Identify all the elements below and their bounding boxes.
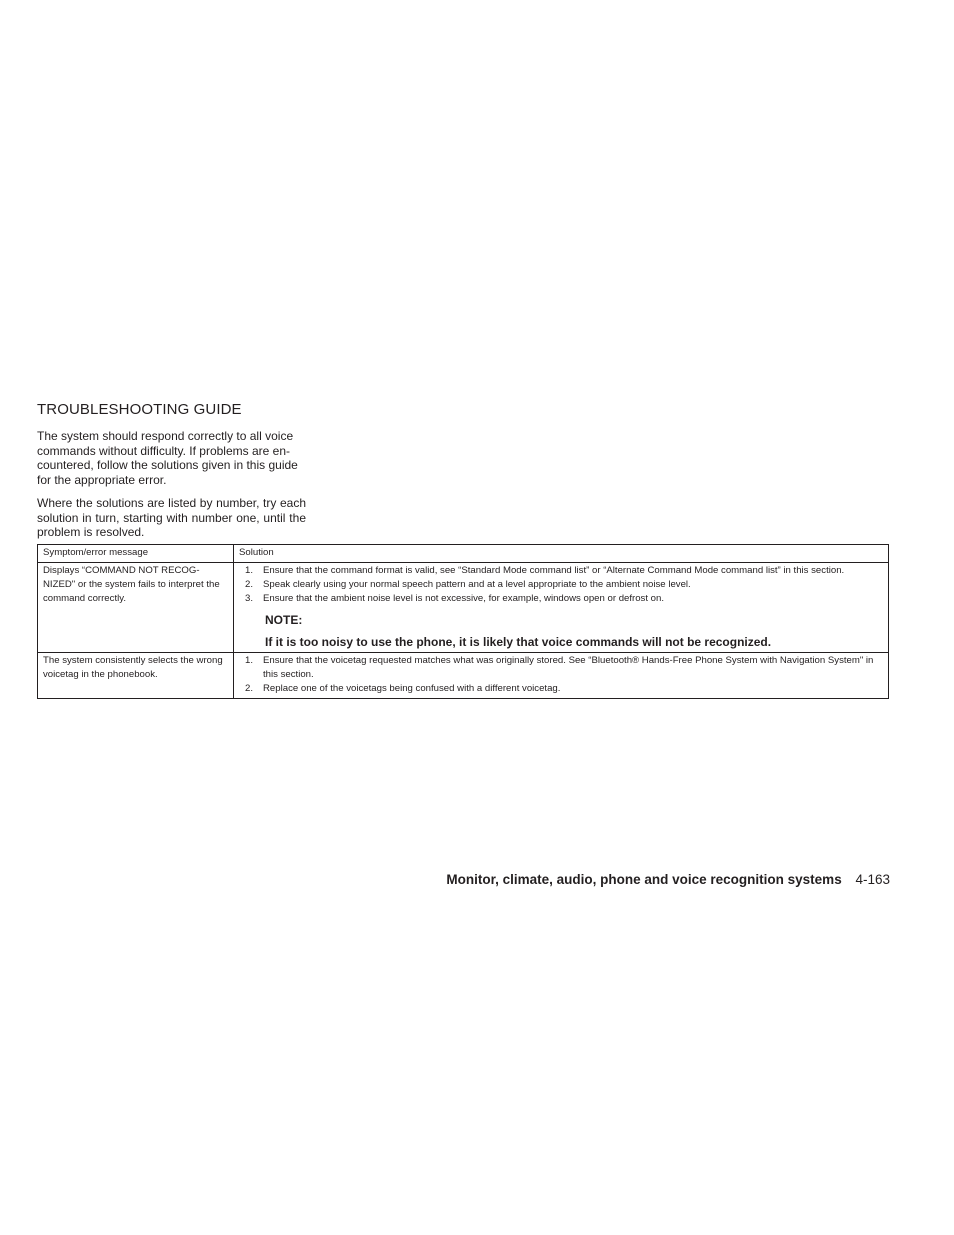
troubleshooting-table (37, 544, 889, 699)
intro-paragraph: The system should respond correctly to all voice commands without difficulty. If problems are en-countered, follow the solutions given in this guide for the appropriate error. (37, 429, 298, 487)
solution-item (239, 682, 883, 696)
page-number: 4-163 (855, 872, 890, 887)
note-title: NOTE: (265, 613, 303, 627)
table-row (38, 563, 889, 653)
solution-number: 2. (245, 579, 254, 590)
solution-item (239, 592, 883, 606)
page-footer (446, 872, 890, 887)
solution-text: Ensure that the ambient noise level is not excessive, for example, windows open or defrost on. (263, 593, 665, 604)
table-row (38, 653, 889, 699)
solution-text: Speak clearly using your normal speech pattern and at a level appropriate to the ambient noise level. (263, 579, 691, 590)
solution-number: 3. (245, 593, 254, 604)
intro-paragraph: Where the solutions are listed by number, try each solution in turn, starting with number one, until the problem is resolved. (37, 496, 306, 540)
solution-text: Ensure that the voicetag requested matches what was originally stored. See “Bluetooth® Hands-Free Phone System with Navigation System" in this section. (263, 655, 874, 680)
solution-number: 1. (245, 655, 254, 666)
note-text: If it is too noisy to use the phone, it is likely that voice commands will not be recognized. (265, 635, 772, 649)
table-header-row (38, 545, 889, 563)
footer-section-title: Monitor, climate, audio, phone and voice recognition systems (446, 872, 842, 887)
section-title: TROUBLESHOOTING GUIDE (37, 401, 242, 418)
column-header: Symptom/error message (38, 545, 234, 563)
column-header: Solution (234, 545, 889, 563)
solution-item (239, 578, 883, 592)
solution-number: 1. (245, 565, 254, 576)
solution-number: 2. (245, 683, 254, 694)
solution-text: Replace one of the voicetags being confused with a different voicetag. (263, 683, 561, 694)
solution-item (239, 564, 883, 578)
solution-text: Ensure that the command format is valid, see “Standard Mode command list” or “Alternate Command Mode command list” in this section. (263, 565, 845, 576)
solution-cell (234, 563, 889, 653)
solution-item (239, 654, 883, 682)
symptom-cell: The system consistently selects the wrong voicetag in the phonebook. (38, 653, 234, 699)
symptom-cell: Displays “COMMAND NOT RECOG-NIZED" or the system fails to interpret the command correctly. (38, 563, 234, 653)
solution-cell (234, 653, 889, 699)
